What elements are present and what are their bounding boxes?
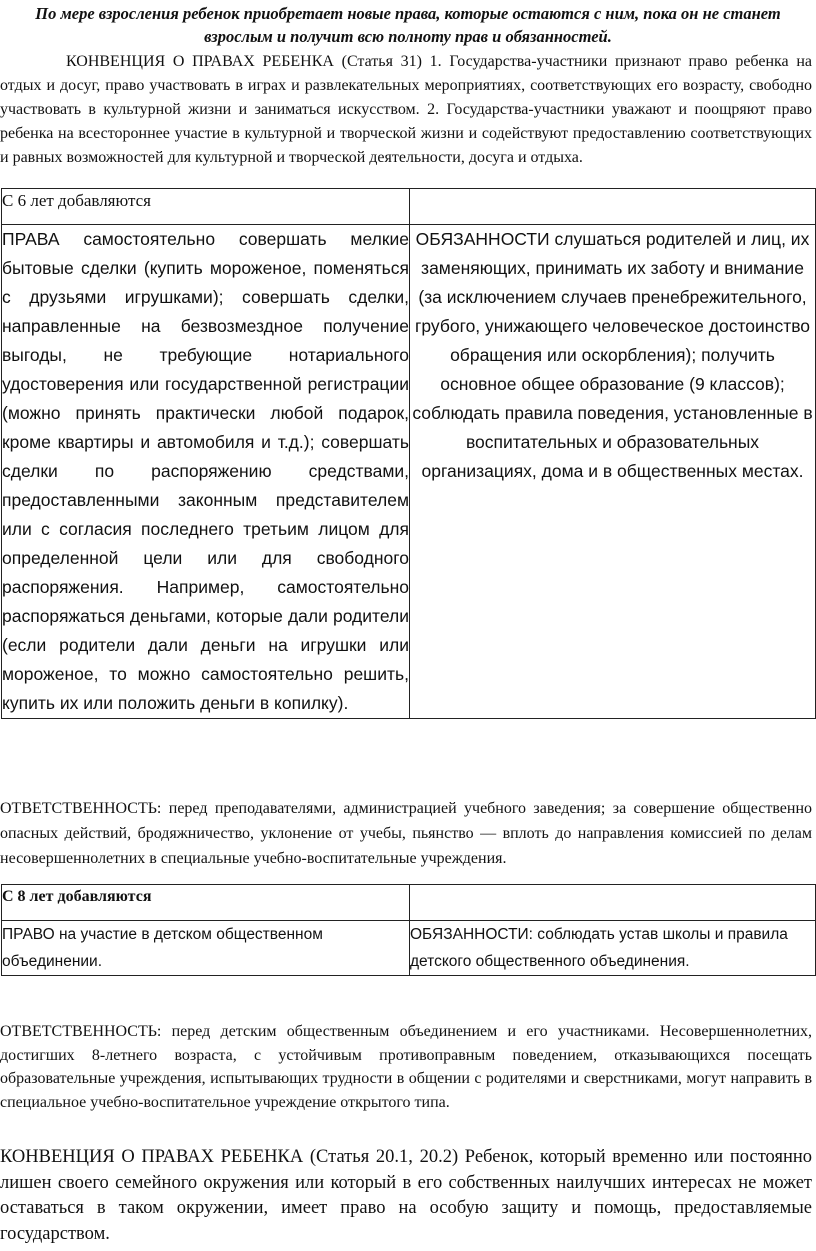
- age-6-rights: ПРАВА самостоятельно совершать мелкие бытовые сделки (купить мороженое, поменяться с друзьями игрушками); совершать сделки, направленные на безвозмездное получение выгоды, не требующие нотариального удостоверения или государственной регистрации (можно принять практически любой подарок, кроме квартиры и автомобиля и т.д.); совершать сделки по распоряжению средствами, предоставленными законным представителем или с согласия последнего третьим лицом для определенной цели или для свободного распоряжения. Например, самостоятельно распоряжаться деньгами, которые дали родители (если родители дали деньги на игрушки или мороженое, то можно самостоятельно решить, купить их или положить деньги в копилку).: [2, 225, 410, 719]
- convention-article-31: КОНВЕНЦИЯ О ПРАВАХ РЕБЕНКА (Статья 31) 1. Государства-участники признают право ребенка на отдых и досуг, право участвовать в играх и развлекательных мероприятиях, соответствующих его возрасту, свободно участвовать в культурной жизни и заниматься искусством. 2. Государства-участники уважают и поощряют право ребенка на всестороннее участие в культурной и творческой жизни и содействуют предоставлению соответствующих и равных возможностей для культурной и творческой деятельности, досуга и отдыха.: [0, 53, 812, 166]
- age-6-table: [1, 188, 816, 719]
- responsibility-age-6: ОТВЕТСТВЕННОСТЬ: перед преподавателями, администрацией учебного заведения; за совершение общественно опасных действий, бродяжничество, уклонение от учебы, пьянство — вплоть до направления комиссией по делам несовершеннолетних в специальные учебно-воспитательные учреждения.: [0, 800, 812, 867]
- convention-article-20: КОНВЕНЦИЯ О ПРАВАХ РЕБЕНКА (Статья 20.1, 20.2) Ребенок, который временно или постоянно лишен своего семейного окружения или который в его собственных наилучших интересах не может оставаться в таком окружении, имеет право на особую защиту и помощь, предоставляемые государством.: [0, 1147, 812, 1244]
- age-8-table: [1, 884, 816, 976]
- age-8-header-empty: [410, 885, 816, 921]
- age-6-duties: ОБЯЗАННОСТИ слушаться родителей и лиц, их заменяющих, принимать их заботу и внимание (за исключением случаев пренебрежительного, грубого, унижающего человеческое достоинство обращения или оскорбления); получить основное общее образование (9 классов); соблюдать правила поведения, установленные в воспитательных и образовательных организациях, дома и в общественных местах.: [410, 225, 816, 719]
- age-8-header: С 8 лет добавляются: [2, 885, 410, 921]
- age-6-header-empty: [410, 189, 816, 225]
- responsibility-age-8: ОТВЕТСТВЕННОСТЬ: перед детским общественным объединением и его участниками. Несовершеннолетних, достигших 8-летнего возраста, с устойчивым противоправным поведением, отказывающихся посещать образовательные учреждения, испытывающих трудности в общении с родителями и сверстниками, могут направить в специальное учебно-воспитательное учреждение открытого типа.: [0, 1023, 812, 1111]
- age-8-duties: ОБЯЗАННОСТИ: соблюдать устав школы и правила детского общественного объединения.: [410, 921, 816, 976]
- age-6-header: С 6 лет добавляются: [2, 189, 410, 225]
- age-8-rights: ПРАВО на участие в детском общественном объединении.: [2, 921, 410, 976]
- page-heading: По мере взросления ребенок приобретает новые права, которые остаются с ним, пока он не станет взрослым и получит всю полноту прав и обязанностей.: [35, 4, 781, 46]
